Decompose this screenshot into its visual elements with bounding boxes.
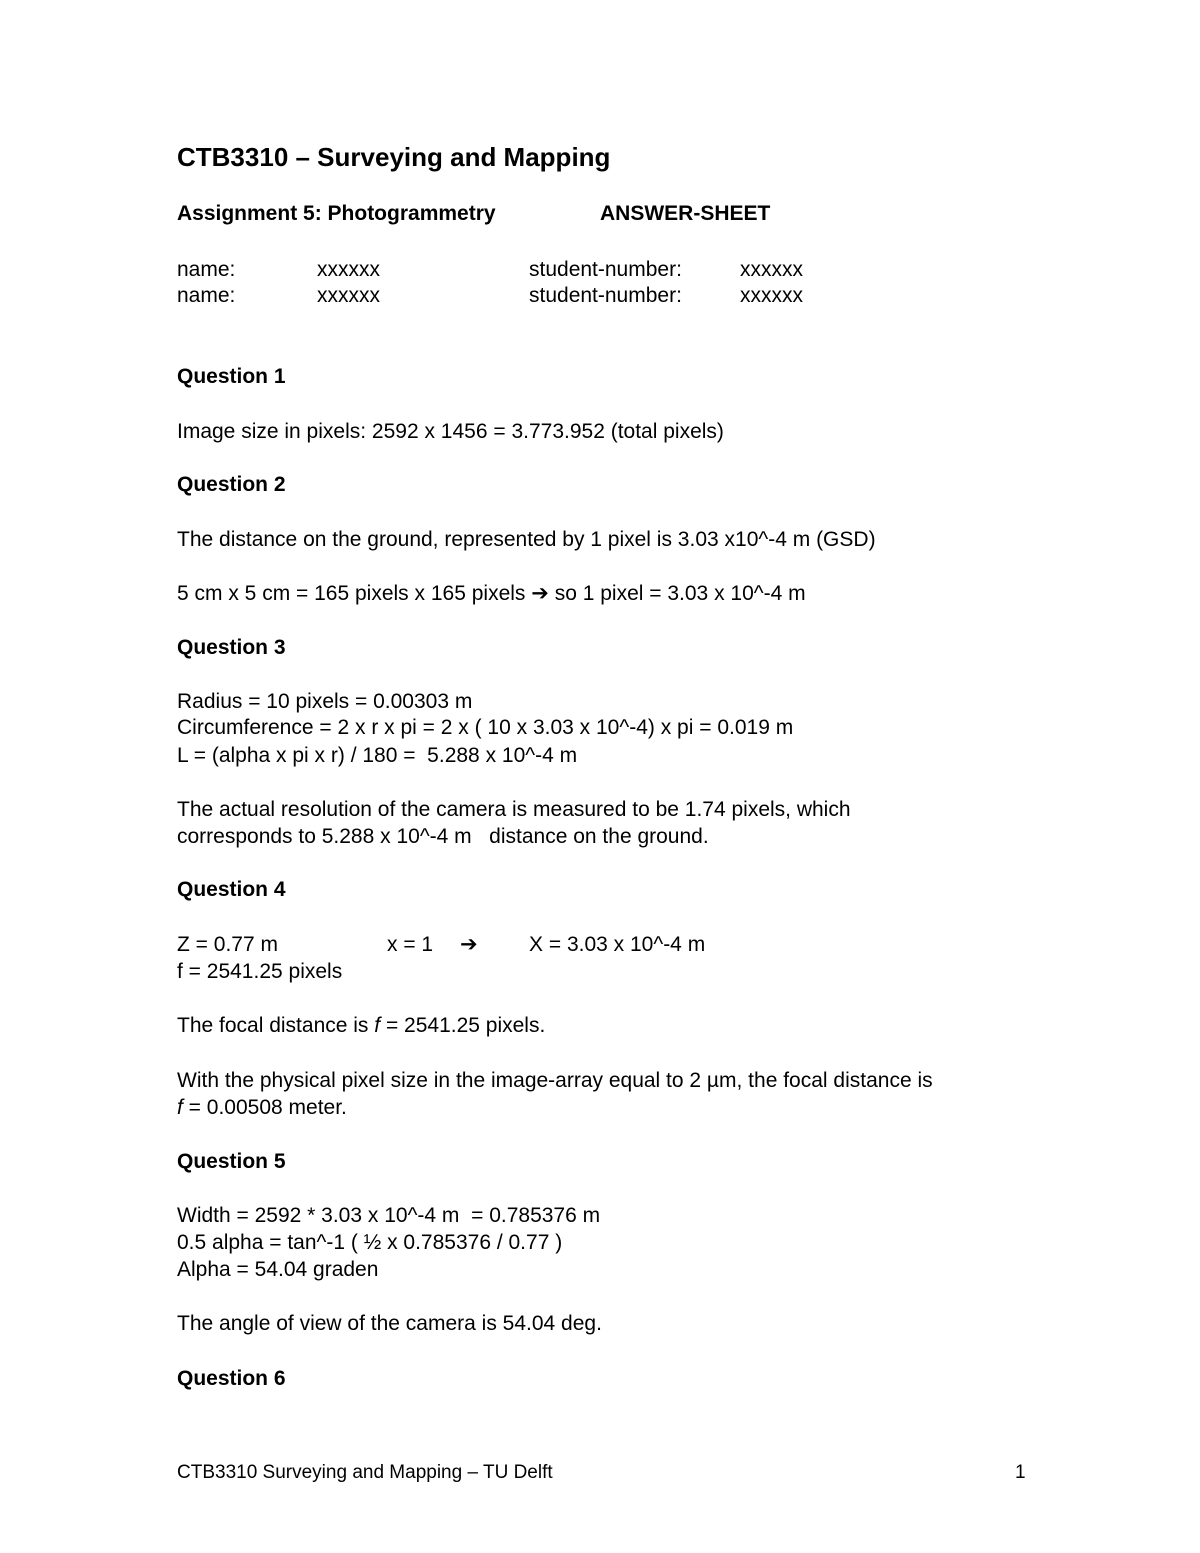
question-4-x-small: x = 1: [387, 933, 434, 956]
question-4-focal-pre: The focal distance is: [177, 1014, 375, 1037]
arrow-right-icon: ➔: [531, 582, 549, 605]
question-2-gsd: The distance on the ground, represented by 1 pixel is 3.03 x10^-4 m (GSD): [177, 528, 876, 551]
answer-sheet-label: ANSWER-SHEET: [600, 202, 771, 225]
question-4-z: Z = 0.77 m: [177, 933, 278, 956]
question-4-focal-symbol: f: [374, 1014, 381, 1037]
student-number-label-2: student-number:: [529, 284, 682, 307]
question-1-heading: Question 1: [177, 365, 286, 388]
question-4-focal-distance: [177, 1013, 545, 1039]
question-4-physical-1: With the physical pixel size in the image-array equal to 2 µm, the focal distance is: [177, 1069, 933, 1092]
question-2-calc-right: so 1 pixel = 3.03 x 10^-4 m: [554, 582, 806, 605]
question-4-heading: Question 4: [177, 878, 286, 901]
name-value-2: xxxxxx: [317, 284, 380, 307]
document-title: CTB3310 – Surveying and Mapping: [177, 142, 611, 172]
question-4-physical-2: [177, 1095, 347, 1121]
question-4-focal-post: = 2541.25 pixels.: [380, 1014, 546, 1037]
name-value-1: xxxxxx: [317, 258, 380, 281]
question-4-physical-post: = 0.00508 meter.: [182, 1096, 347, 1119]
name-label-2: name:: [177, 284, 236, 307]
question-3-circumference: Circumference = 2 x r x pi = 2 x ( 10 x 3.03 x 10^-4) x pi = 0.019 m: [177, 716, 794, 739]
student-number-value-1: xxxxxx: [740, 258, 803, 281]
student-number-value-2: xxxxxx: [740, 284, 803, 307]
question-4-physical-symbol: f: [177, 1096, 183, 1119]
question-3-resolution-2: corresponds to 5.288 x 10^-4 m distance on the ground.: [177, 825, 709, 848]
page-number: 1: [1015, 1462, 1026, 1483]
question-5-alpha: Alpha = 54.04 graden: [177, 1258, 379, 1281]
name-label-1: name:: [177, 258, 236, 281]
question-5-half-alpha: 0.5 alpha = tan^-1 ( ½ x 0.785376 / 0.77 ): [177, 1231, 563, 1254]
question-3-arc-length: L = (alpha x pi x r) / 180 = 5.288 x 10^-4 m: [177, 744, 578, 767]
student-number-label-1: student-number:: [529, 258, 682, 281]
assignment-title: Assignment 5: Photogrammetry: [177, 202, 496, 225]
question-5-angle-of-view: The angle of view of the camera is 54.04 deg.: [177, 1312, 602, 1335]
question-3-heading: Question 3: [177, 636, 286, 659]
question-5-heading: Question 5: [177, 1150, 286, 1173]
question-3-resolution-1: The actual resolution of the camera is measured to be 1.74 pixels, which: [177, 798, 851, 821]
question-6-heading: Question 6: [177, 1367, 286, 1390]
arrow-right-icon: ➔: [460, 933, 478, 956]
question-2-calc-left: 5 cm x 5 cm = 165 pixels x 165 pixels: [177, 582, 526, 605]
question-2-heading: Question 2: [177, 473, 286, 496]
question-5-width: Width = 2592 * 3.03 x 10^-4 m = 0.785376 m: [177, 1204, 601, 1227]
question-4-x-big: X = 3.03 x 10^-4 m: [529, 933, 706, 956]
footer-text: CTB3310 Surveying and Mapping – TU Delft: [177, 1462, 553, 1483]
question-1-answer: Image size in pixels: 2592 x 1456 = 3.773.952 (total pixels): [177, 420, 724, 443]
question-2-calculation: [177, 581, 806, 607]
question-4-f: f = 2541.25 pixels: [177, 960, 343, 983]
question-3-radius: Radius = 10 pixels = 0.00303 m: [177, 690, 473, 713]
